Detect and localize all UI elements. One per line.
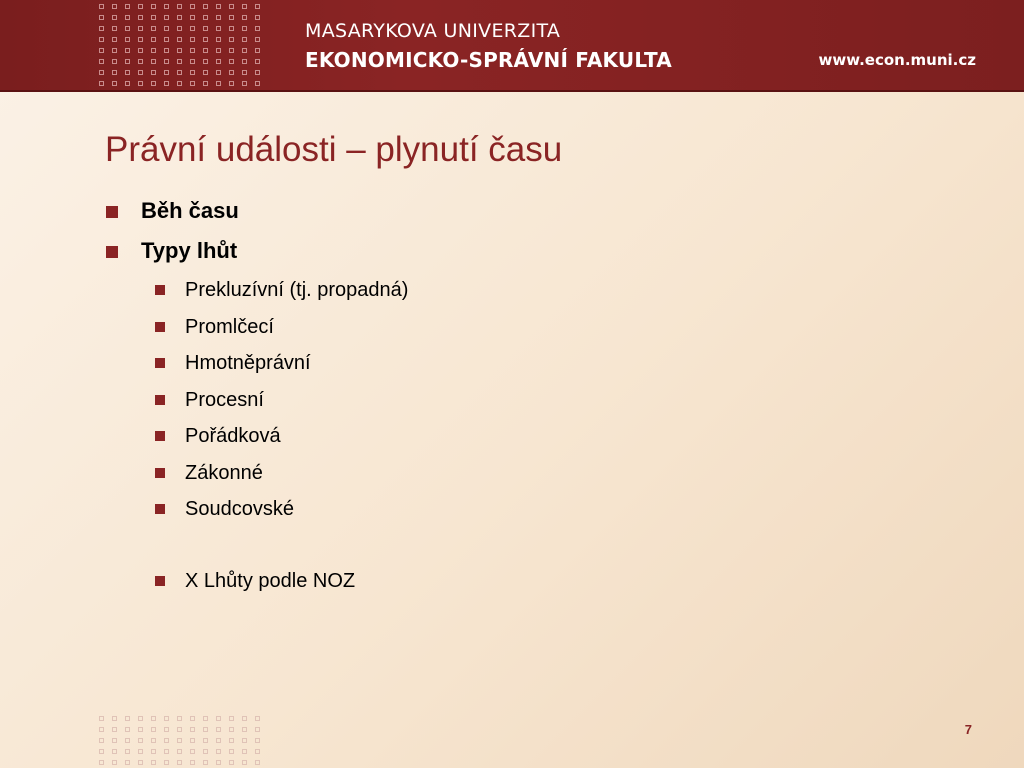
list-item-label: Běh času	[141, 198, 239, 223]
list-item-label: Typy lhůt	[141, 238, 238, 263]
decorative-dot	[138, 15, 143, 20]
decorative-dot	[177, 738, 182, 743]
decorative-dot	[229, 70, 234, 75]
decorative-dot	[164, 15, 169, 20]
decorative-dot	[164, 26, 169, 31]
sub-list-item	[155, 315, 985, 339]
decorative-dot	[216, 37, 221, 42]
decorative-dot	[229, 727, 234, 732]
decorative-dot	[125, 37, 130, 42]
decorative-dot	[229, 716, 234, 721]
decorative-dot	[255, 37, 260, 42]
decorative-dot	[203, 81, 208, 86]
decorative-dot	[203, 4, 208, 9]
decorative-dot	[216, 727, 221, 732]
decorative-dot	[125, 738, 130, 743]
decorative-dot	[229, 4, 234, 9]
decorative-dot	[164, 37, 169, 42]
square-bullet-icon	[106, 206, 118, 218]
decorative-dot	[164, 738, 169, 743]
square-bullet-icon	[155, 431, 165, 441]
decorative-dot	[229, 37, 234, 42]
decorative-dot	[151, 48, 156, 53]
sub-list-item	[155, 388, 985, 412]
decorative-dot	[164, 760, 169, 765]
sub-list-item-label: Hmotněprávní	[185, 352, 311, 374]
decorative-dot	[177, 760, 182, 765]
decorative-dot	[242, 37, 247, 42]
square-bullet-icon	[155, 504, 165, 514]
decorative-dot	[216, 15, 221, 20]
decorative-dot	[125, 4, 130, 9]
bullet-list	[105, 198, 985, 605]
decorative-dot	[229, 59, 234, 64]
decorative-dot	[164, 4, 169, 9]
decorative-dot	[242, 716, 247, 721]
decorative-dot	[125, 48, 130, 53]
decorative-dot	[112, 26, 117, 31]
sub-list-item	[155, 569, 985, 593]
decorative-dot	[216, 48, 221, 53]
sub-list-item-label: Pořádková	[185, 425, 281, 447]
sub-list-item	[155, 461, 985, 485]
decorative-dot	[125, 760, 130, 765]
square-bullet-icon	[155, 395, 165, 405]
decorative-dot	[255, 48, 260, 53]
decorative-dot	[229, 760, 234, 765]
decorative-dot	[177, 48, 182, 53]
decorative-dot	[190, 70, 195, 75]
decorative-dot	[99, 26, 104, 31]
decorative-dot	[242, 738, 247, 743]
decorative-dot	[216, 70, 221, 75]
sub-list-item-label: Soudcovské	[185, 498, 294, 520]
decorative-dot	[151, 727, 156, 732]
decorative-dot	[125, 26, 130, 31]
decorative-dot	[112, 48, 117, 53]
decorative-dot	[164, 749, 169, 754]
sub-list-item-label: Promlčecí	[185, 315, 274, 338]
decorative-dot	[125, 727, 130, 732]
decorative-dot	[242, 760, 247, 765]
decorative-dot	[203, 59, 208, 64]
square-bullet-icon	[106, 246, 118, 258]
decorative-dot	[242, 727, 247, 732]
decorative-dot	[151, 70, 156, 75]
decorative-dot	[151, 716, 156, 721]
decorative-dot	[177, 59, 182, 64]
decorative-dot	[190, 37, 195, 42]
square-bullet-icon	[155, 285, 165, 295]
page-number: 7	[964, 722, 972, 737]
decorative-dot	[138, 749, 143, 754]
decorative-dot	[203, 760, 208, 765]
decorative-dot	[255, 81, 260, 86]
square-bullet-icon	[155, 322, 165, 332]
decorative-dot	[138, 716, 143, 721]
decorative-dot	[151, 760, 156, 765]
decorative-dot	[138, 4, 143, 9]
decorative-dot	[112, 59, 117, 64]
decorative-dot	[112, 15, 117, 20]
decorative-dot	[138, 738, 143, 743]
decorative-dot	[190, 738, 195, 743]
decorative-dot	[112, 727, 117, 732]
decorative-dot	[164, 59, 169, 64]
decorative-dot	[99, 70, 104, 75]
decorative-dot	[151, 26, 156, 31]
decorative-dot	[99, 81, 104, 86]
decorative-dot	[99, 760, 104, 765]
decorative-dot	[177, 4, 182, 9]
decorative-dot	[177, 716, 182, 721]
decorative-dot	[99, 48, 104, 53]
decorative-dot	[177, 81, 182, 86]
decorative-dot	[216, 81, 221, 86]
decorative-dot	[125, 70, 130, 75]
decorative-dot	[216, 738, 221, 743]
decorative-dot	[99, 749, 104, 754]
decorative-dot	[190, 760, 195, 765]
decorative-dot	[138, 26, 143, 31]
sub-list-item-label: Procesní	[185, 388, 264, 411]
decorative-dot	[151, 749, 156, 754]
decorative-dot	[255, 749, 260, 754]
decorative-dot	[177, 15, 182, 20]
sub-list-item-label: Prekluzívní (tj. propadná)	[185, 279, 409, 301]
decorative-dot	[177, 37, 182, 42]
decorative-dot	[229, 749, 234, 754]
decorative-dot	[190, 15, 195, 20]
decorative-dot	[151, 37, 156, 42]
decorative-dot	[112, 81, 117, 86]
sub-list-item	[155, 278, 985, 302]
square-bullet-icon	[155, 468, 165, 478]
sub-list-item	[155, 424, 985, 448]
decorative-dot	[203, 26, 208, 31]
decorative-dot	[229, 48, 234, 53]
decorative-dot	[190, 81, 195, 86]
decorative-dot	[164, 81, 169, 86]
header-dot-pattern	[99, 4, 268, 92]
sub-list-item-label: X Lhůty podle NOZ	[185, 569, 356, 592]
decorative-dot	[255, 738, 260, 743]
sub-list-item	[155, 497, 985, 521]
decorative-dot	[99, 738, 104, 743]
decorative-dot	[203, 716, 208, 721]
decorative-dot	[138, 48, 143, 53]
decorative-dot	[229, 81, 234, 86]
decorative-dot	[138, 727, 143, 732]
decorative-dot	[138, 81, 143, 86]
decorative-dot	[99, 716, 104, 721]
decorative-dot	[99, 37, 104, 42]
decorative-dot	[255, 716, 260, 721]
decorative-dot	[138, 760, 143, 765]
decorative-dot	[255, 727, 260, 732]
square-bullet-icon	[155, 358, 165, 368]
decorative-dot	[151, 59, 156, 64]
sub-list-item-label: Zákonné	[185, 461, 263, 484]
decorative-dot	[190, 48, 195, 53]
decorative-dot	[112, 37, 117, 42]
decorative-dot	[242, 70, 247, 75]
decorative-dot	[190, 26, 195, 31]
decorative-dot	[177, 70, 182, 75]
decorative-dot	[151, 81, 156, 86]
header-bar	[0, 0, 1024, 92]
decorative-dot	[255, 59, 260, 64]
decorative-dot	[125, 59, 130, 64]
decorative-dot	[203, 37, 208, 42]
decorative-dot	[216, 59, 221, 64]
decorative-dot	[99, 15, 104, 20]
decorative-dot	[255, 70, 260, 75]
decorative-dot	[177, 26, 182, 31]
decorative-dot	[99, 727, 104, 732]
decorative-dot	[112, 70, 117, 75]
decorative-dot	[229, 15, 234, 20]
decorative-dot	[112, 738, 117, 743]
decorative-dot	[138, 70, 143, 75]
decorative-dot	[112, 760, 117, 765]
decorative-dot	[242, 81, 247, 86]
decorative-dot	[242, 59, 247, 64]
sub-list-item	[155, 351, 985, 375]
decorative-dot	[216, 760, 221, 765]
decorative-dot	[125, 749, 130, 754]
decorative-dot	[164, 70, 169, 75]
decorative-dot	[255, 4, 260, 9]
decorative-dot	[190, 4, 195, 9]
decorative-dot	[190, 727, 195, 732]
decorative-dot	[203, 738, 208, 743]
decorative-dot	[151, 15, 156, 20]
decorative-dot	[177, 749, 182, 754]
decorative-dot	[203, 727, 208, 732]
decorative-dot	[242, 749, 247, 754]
square-bullet-icon	[155, 576, 165, 586]
decorative-dot	[164, 48, 169, 53]
decorative-dot	[125, 15, 130, 20]
decorative-dot	[229, 26, 234, 31]
website-url: www.econ.muni.cz	[818, 51, 976, 69]
decorative-dot	[242, 26, 247, 31]
decorative-dot	[203, 15, 208, 20]
university-name: MASARYKOVA UNIVERZITA	[305, 20, 561, 42]
decorative-dot	[112, 4, 117, 9]
decorative-dot	[203, 749, 208, 754]
decorative-dot	[203, 70, 208, 75]
decorative-dot	[216, 4, 221, 9]
decorative-dot	[190, 716, 195, 721]
decorative-dot	[164, 716, 169, 721]
decorative-dot	[255, 760, 260, 765]
decorative-dot	[125, 716, 130, 721]
decorative-dot	[216, 749, 221, 754]
decorative-dot	[203, 48, 208, 53]
decorative-dot	[190, 749, 195, 754]
list-item	[105, 238, 985, 264]
footer-dot-pattern	[99, 716, 268, 768]
decorative-dot	[112, 716, 117, 721]
decorative-dot	[99, 59, 104, 64]
faculty-name: EKONOMICKO-SPRÁVNÍ FAKULTA	[305, 48, 672, 72]
decorative-dot	[112, 749, 117, 754]
slide-title: Právní události – plynutí času	[105, 130, 563, 169]
decorative-dot	[164, 727, 169, 732]
decorative-dot	[138, 59, 143, 64]
decorative-dot	[255, 26, 260, 31]
decorative-dot	[138, 37, 143, 42]
list-item	[105, 198, 985, 224]
decorative-dot	[190, 59, 195, 64]
decorative-dot	[151, 738, 156, 743]
decorative-dot	[242, 48, 247, 53]
decorative-dot	[229, 738, 234, 743]
decorative-dot	[177, 727, 182, 732]
decorative-dot	[151, 4, 156, 9]
decorative-dot	[216, 716, 221, 721]
decorative-dot	[255, 15, 260, 20]
decorative-dot	[99, 4, 104, 9]
decorative-dot	[242, 4, 247, 9]
list-spacer	[105, 534, 985, 569]
decorative-dot	[216, 26, 221, 31]
decorative-dot	[125, 81, 130, 86]
decorative-dot	[242, 15, 247, 20]
